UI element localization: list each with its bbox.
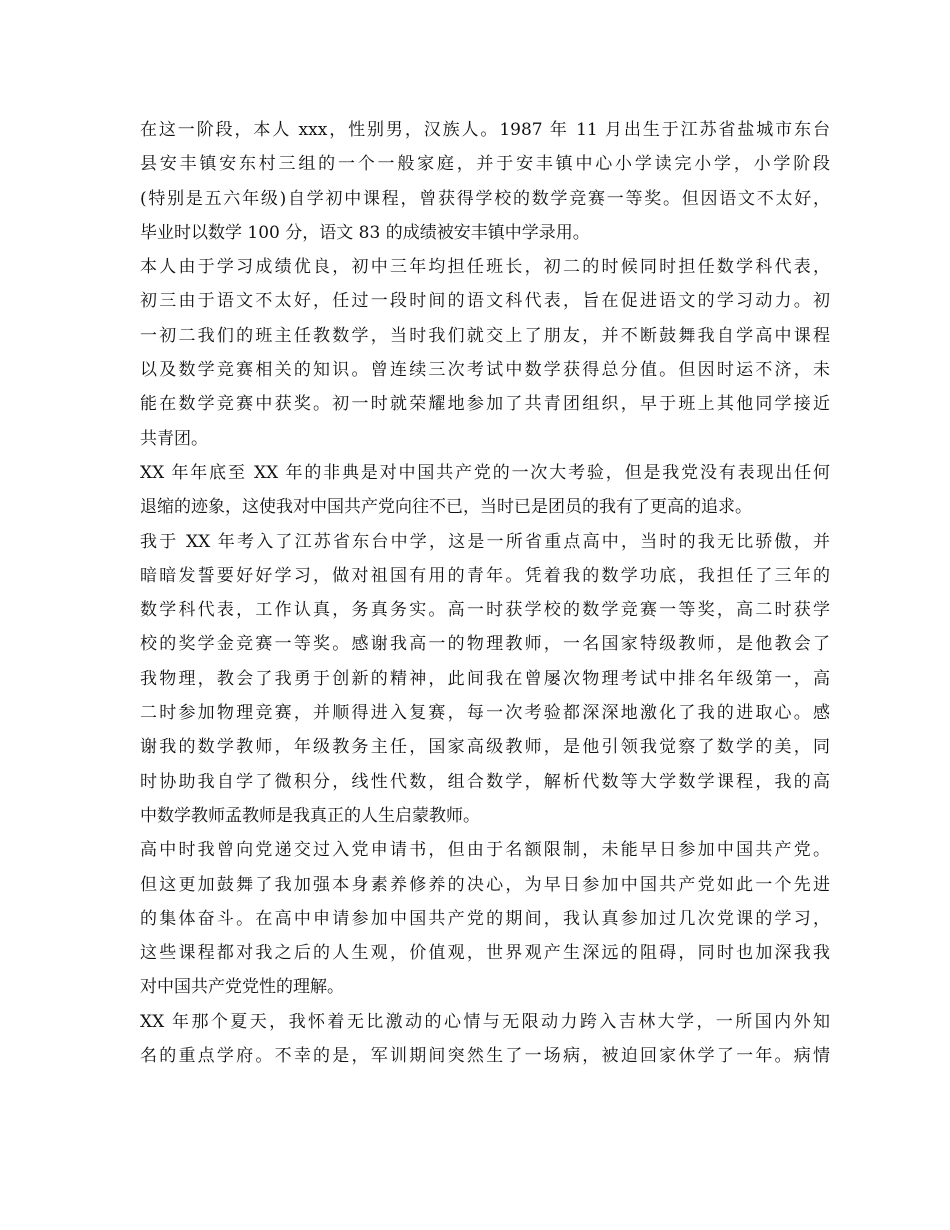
paragraph <box>140 833 830 1004</box>
text-line: 以及数学竞赛相关的知识。曾连续三次考试中数学获得总分值。但因时运不济，未 <box>140 360 830 381</box>
text-line: 对中国共产党党性的理解。 <box>140 977 344 998</box>
paragraph <box>140 250 830 456</box>
text-line: 时协助我自学了微积分，线性代数，组合数学，解析代数等大学数学课程，我的高 <box>140 771 830 792</box>
text-line: 毕业时以数学 100 分，语文 83 的成绩被安丰镇中学录用。 <box>140 222 590 243</box>
text-line: 谢我的数学教师，年级教务主任，国家高级教师，是他引领我觉察了数学的美，同 <box>140 737 830 758</box>
text-line: 我于 XX 年考入了江苏省东台中学，这是一所省重点高中，当时的我无比骄傲，并 <box>140 531 830 552</box>
text-line: 我物理，教会了我勇于创新的精神，此间我在曾屡次物理考试中排名年级第一，高 <box>140 668 830 689</box>
text-line: 的集体奋斗。在高中申请参加中国共产党的期间，我认真参加过几次党课的学习， <box>140 908 830 929</box>
paragraph <box>140 113 830 250</box>
document-body <box>140 113 830 1073</box>
text-line: 数学科代表，工作认真，务真务实。高一时获学校的数学竞赛一等奖，高二时获学 <box>140 600 830 621</box>
text-line: 能在数学竞赛中获奖。初一时就荣耀地参加了共青团组织，早于班上其他同学接近 <box>140 394 830 415</box>
text-line: 退缩的迹象，这使我对中国共产党向往不已，当时已是团员的我有了更高的追求。 <box>140 497 752 518</box>
text-line: 但这更加鼓舞了我加强本身素养修养的决心，为早日参加中国共产党如此一个先进 <box>140 874 830 895</box>
text-line: 共青团。 <box>140 428 208 449</box>
text-line: 暗暗发誓要好好学习，做对祖国有用的青年。凭着我的数学功底，我担任了三年的 <box>140 565 830 586</box>
text-line: 初三由于语文不太好，任过一段时间的语文科代表，旨在促进语文的学习动力。初 <box>140 291 830 312</box>
text-line: 这些课程都对我之后的人生观，价值观，世界观产生深远的阻碍，同时也加深我我 <box>140 943 830 964</box>
text-line: 一初二我们的班主任教数学，当时我们就交上了朋友，并不断鼓舞我自学高中课程 <box>140 325 830 346</box>
text-line: (特别是五六年级)自学初中课程，曾获得学校的数学竞赛一等奖。但因语文不太好， <box>140 188 830 209</box>
text-line: 在这一阶段，本人 xxx，性别男，汉族人。1987 年 11 月出生于江苏省盐城市东台 <box>140 120 830 140</box>
text-line: 校的奖学金竞赛一等奖。感谢我高一的物理教师，一名国家特级教师，是他教会了 <box>140 634 830 655</box>
paragraph <box>140 525 830 834</box>
text-line: XX 年年底至 XX 年的非典是对中国共产党的一次大考验，但是我党没有表现出任何 <box>140 462 830 483</box>
text-line: XX 年那个夏天，我怀着无比激动的心情与无限动力跨入吉林大学，一所国内外知 <box>140 1011 830 1032</box>
paragraph <box>140 456 830 525</box>
text-line: 中数学教师孟教师是我真正的人生启蒙教师。 <box>140 805 480 826</box>
text-line: 县安丰镇安东村三组的一个一般家庭，并于安丰镇中心小学读完小学，小学阶段 <box>140 154 830 175</box>
paragraph <box>140 1005 830 1074</box>
text-line: 二时参加物理竞赛，并顺得进入复赛，每一次考验都深深地激化了我的进取心。感 <box>140 703 830 724</box>
text-line: 名的重点学府。不幸的是，军训期间突然生了一场病，被迫回家休学了一年。病情 <box>140 1046 830 1067</box>
text-line: 高中时我曾向党递交过入党申请书，但由于名额限制，未能早日参加中国共产党。 <box>140 840 830 861</box>
text-line: 本人由于学习成绩优良，初中三年均担任班长，初二的时候同时担任数学科代表， <box>140 257 830 278</box>
